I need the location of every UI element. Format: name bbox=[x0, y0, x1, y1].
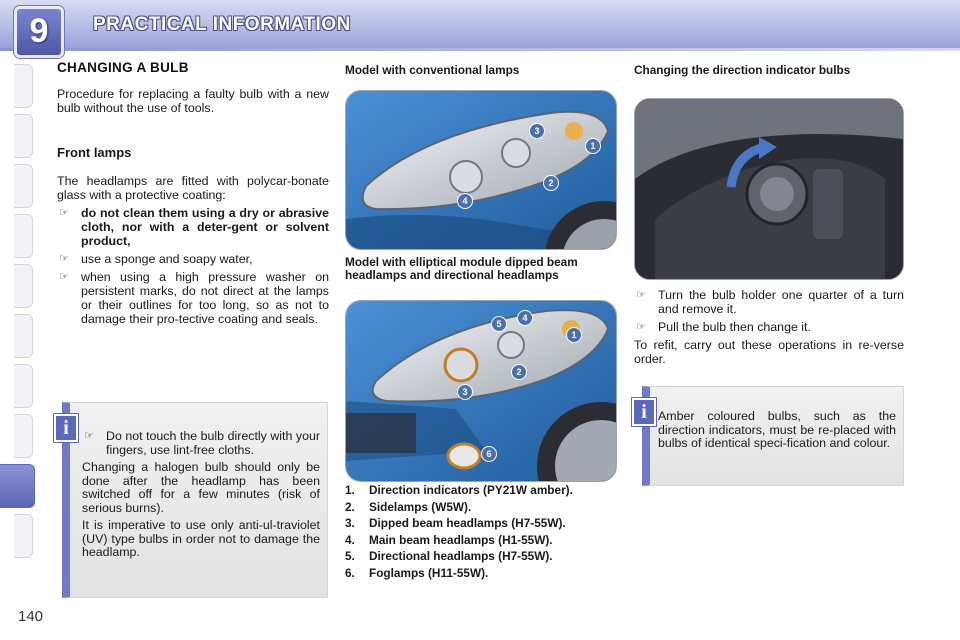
info-icon: i bbox=[54, 414, 78, 442]
pointing-hand-icon: ☞ bbox=[636, 289, 646, 301]
bulb-holder-illustration bbox=[635, 99, 903, 279]
indicator-steps bbox=[634, 288, 904, 366]
callout-marker: 4 bbox=[517, 310, 533, 326]
intro-text: Procedure for replacing a faulty bulb with a new bulb without the use of tools. bbox=[57, 87, 329, 115]
headlamp-illustration bbox=[346, 91, 616, 249]
callout-marker: 2 bbox=[543, 175, 559, 191]
callout-marker: 4 bbox=[457, 193, 473, 209]
page-number: 140 bbox=[18, 608, 44, 625]
chapter-tab[interactable] bbox=[14, 414, 33, 458]
chapter-badge: 9 bbox=[14, 6, 64, 58]
legend-item: 5. Directional headlamps (H7-55W). bbox=[345, 549, 553, 563]
pointing-hand-icon: ☞ bbox=[636, 321, 646, 333]
legend-item: 3. Dipped beam headlamps (H7-55W). bbox=[345, 516, 566, 530]
bulb-legend bbox=[345, 484, 615, 583]
info-box-text bbox=[82, 430, 320, 560]
legend-item: 4. Main beam headlamps (H1-55W). bbox=[345, 532, 553, 547]
callout-marker: 1 bbox=[566, 327, 582, 343]
front-lamps-intro: The headlamps are fitted with polycar-bonate glass with a protective coating: bbox=[57, 174, 329, 202]
pointing-hand-icon: ☞ bbox=[59, 271, 69, 283]
legend-item: 6. Foglamps (H11-55W). bbox=[345, 565, 489, 580]
callout-marker: 2 bbox=[511, 364, 527, 380]
photo-indicator-bulb-holder bbox=[634, 98, 904, 280]
heading-conventional-lamps: Model with conventional lamps bbox=[345, 63, 520, 77]
photo-conventional-headlamp bbox=[345, 90, 617, 250]
left-column bbox=[57, 60, 329, 330]
callout-marker: 3 bbox=[529, 123, 545, 139]
pointing-hand-icon: ☞ bbox=[59, 207, 69, 219]
list-item: ☞ do not clean them using a dry or abrasive cloth, nor with a deter-gent or solvent product, bbox=[59, 206, 329, 248]
list-item: ☞ when using a high pressure washer on persistent marks, do not direct at the lamps or their outlines for too long, so as not to damage their pro-tective coating and seals. bbox=[59, 270, 329, 326]
chapter-tab[interactable] bbox=[14, 264, 33, 308]
section-heading: CHANGING A BULB bbox=[57, 60, 189, 75]
chapter-tab[interactable] bbox=[14, 164, 33, 208]
heading-direction-indicator: Changing the direction indicator bulbs bbox=[634, 63, 851, 77]
callout-marker: 3 bbox=[457, 384, 473, 400]
info-box-text: Amber coloured bulbs, such as the direction indicators, must be re-placed with bulbs of identical speci-fication and colour. bbox=[658, 409, 896, 450]
list-item: ☞ use a sponge and soapy water, bbox=[59, 252, 253, 266]
legend-item: 2. Sidelamps (W5W). bbox=[345, 499, 472, 514]
chapter-tab[interactable] bbox=[14, 514, 33, 558]
chapter-tab-active[interactable] bbox=[0, 464, 35, 508]
refit-text: To refit, carry out these operations in re-verse order. bbox=[634, 338, 904, 366]
pointing-hand-icon: ☞ bbox=[59, 253, 69, 265]
info-icon: i bbox=[632, 398, 656, 426]
chapter-tab[interactable] bbox=[14, 214, 33, 258]
header-divider bbox=[0, 48, 960, 51]
chapter-tabs bbox=[0, 64, 36, 584]
chapter-tab[interactable] bbox=[14, 364, 33, 408]
heading-elliptical-lamps: Model with elliptical module dipped beam headlamps and directional headlamps bbox=[345, 255, 578, 282]
chapter-tab[interactable] bbox=[14, 114, 33, 158]
list-item: ☞ Do not touch the bulb directly with your fingers, use lint-free cloths. bbox=[84, 429, 320, 457]
info-paragraph: It is imperative to use only anti-ul-traviolet (UV) type bulbs in order not to damage the headlamp. bbox=[82, 518, 320, 559]
callout-marker: 6 bbox=[481, 446, 497, 462]
callout-marker: 5 bbox=[491, 316, 507, 332]
callout-marker: 1 bbox=[585, 138, 601, 154]
legend-item: 1. Direction indicators (PY21W amber). bbox=[345, 483, 573, 497]
front-lamps-bullets bbox=[57, 206, 329, 326]
list-item: ☞ Turn the bulb holder one quarter of a turn and remove it. bbox=[636, 288, 904, 316]
subheading-front-lamps: Front lamps bbox=[57, 145, 132, 160]
page-title: PRACTICAL INFORMATION bbox=[93, 14, 351, 35]
info-paragraph: Changing a halogen bulb should only be done after the headlamp has been switched off for a few minutes (risk of serious burns). bbox=[82, 460, 320, 515]
pointing-hand-icon: ☞ bbox=[84, 430, 94, 442]
list-item: ☞ Pull the bulb then change it. bbox=[636, 320, 811, 334]
chapter-tab[interactable] bbox=[14, 314, 33, 358]
chapter-tab[interactable] bbox=[14, 64, 33, 108]
